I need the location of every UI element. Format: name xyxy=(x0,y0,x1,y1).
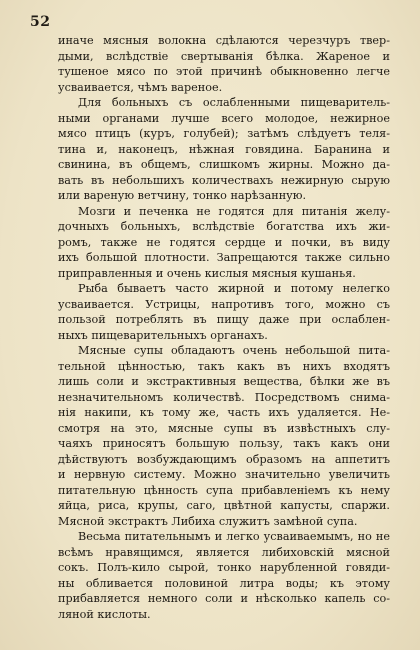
text-line: питательную цѣнность супа прибавленіемъ къ нему xyxy=(58,483,390,497)
text-line: ихъ большой плотности. Запрещаются также сильно xyxy=(58,251,390,264)
text-line: ны обливается половиной литра воды; къ этому xyxy=(58,576,390,590)
text-line: или вареную ветчину, тонко нарѣзанную. xyxy=(58,189,307,202)
text-line: чаяхъ приносятъ большую пользу, такъ какъ они xyxy=(58,437,390,450)
text-line: дѣйствуютъ возбуждающимъ образомъ на аппетитъ xyxy=(58,452,390,466)
page-number: 52 xyxy=(30,14,51,30)
text-line: и нервную систему. Можно значительно увеличить xyxy=(58,468,390,481)
text-line: усваивается, чѣмъ вареное. xyxy=(58,80,223,94)
text-line: яйца, риса, крупы, саго, цвѣтной капусты, спаржи. xyxy=(58,499,390,512)
text-line: тина и, наконецъ, нѣжная говядина. Баранина и xyxy=(58,142,390,156)
text-line: вать въ небольшихъ количествахъ нежирную сырую xyxy=(58,173,390,187)
body-text xyxy=(58,33,390,622)
text-line: иначе мясныя волокна сдѣлаются черезчуръ твер- xyxy=(58,34,390,47)
paragraph-start-line: Мясные супы обладаютъ очень небольшой пита- xyxy=(78,344,390,357)
text-line: ляной кислоты. xyxy=(58,607,151,621)
text-line: приправленныя и очень кислыя мясныя кушанья. xyxy=(58,266,356,280)
text-line: ромъ, также не годятся сердце и почки, въ виду xyxy=(58,235,390,249)
text-line: дочныхъ больныхъ, вслѣдствіе богатства ихъ жи- xyxy=(58,220,390,233)
paragraph-start-line: Рыба бываетъ часто жирной и потому нелегко xyxy=(78,282,390,295)
text-line: незначительномъ количествѣ. Посредствомъ снима- xyxy=(58,390,390,404)
text-line: тушеное мясо по этой причинѣ обыкновенно легче xyxy=(58,65,390,78)
paragraph-start-line: Для больныхъ съ ослабленными пищеваритель- xyxy=(78,96,390,109)
text-line: сокъ. Полъ-кило сырой, тонко нарубленной говяди- xyxy=(58,561,390,574)
text-line: пользой потреблять въ пищу даже при ослаблен- xyxy=(58,313,390,326)
text-line: нія накипи, къ тому же, часть ихъ удаляется. Не- xyxy=(58,406,390,419)
text-line: дыми, вслѣдствіе свертыванія бѣлка. Жареное и xyxy=(58,49,390,63)
text-line: усваивается. Устрицы, напротивъ того, можно съ xyxy=(58,297,390,311)
paragraph-start-line: Весьма питательнымъ и легко усваиваемымъ, но не xyxy=(78,530,390,543)
text-line: ными органами лучше всего молодое, нежирное xyxy=(58,111,390,125)
text-line: всѣмъ нравящимся, является либиховскій мясной xyxy=(58,545,390,559)
text-line: мясо птицъ (куръ, голубей); затѣмъ слѣдуетъ теля- xyxy=(58,127,390,140)
text-line: ныхъ пищеварительныхъ органахъ. xyxy=(58,328,268,342)
paragraph-start-line: Мозги и печенка не годятся для питанія желу- xyxy=(78,204,390,218)
text-line: Мясной экстрактъ Либиха служитъ замѣной супа. xyxy=(58,514,358,528)
text-line: смотря на это, мясные супы въ извѣстныхъ слу- xyxy=(58,421,390,435)
text-line: лишь соли и экстрактивныя вещества, бѣлки же въ xyxy=(58,375,390,388)
text-line: свинина, въ общемъ, слишкомъ жирны. Можно да- xyxy=(58,158,390,171)
text-line: прибавляется немного соли и нѣсколько капель со- xyxy=(58,592,390,605)
text-line: тельной цѣнностью, такъ какъ въ нихъ входятъ xyxy=(58,359,390,373)
